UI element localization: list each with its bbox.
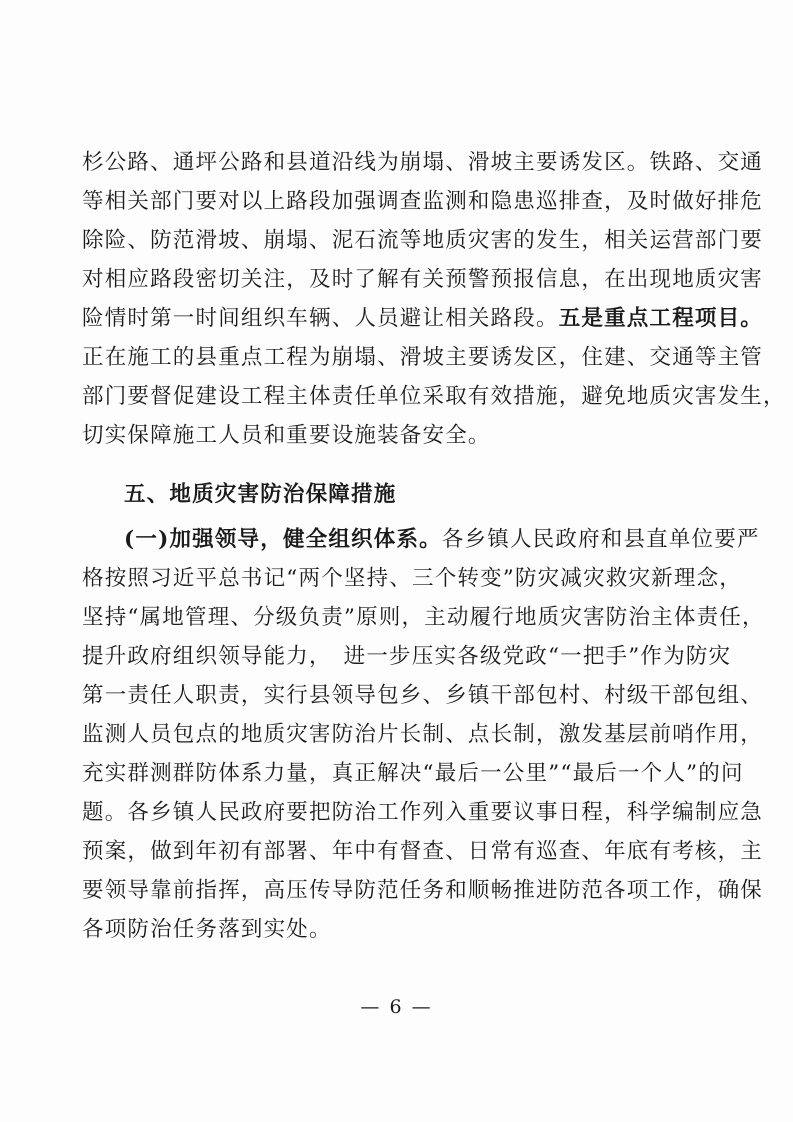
bold-text-run: (一)加强领导，健全组织体系。	[124, 527, 442, 552]
paragraph-line	[82, 147, 764, 179]
text-run: 切实保障施工人员和重要设施装备安全。	[82, 423, 491, 448]
text-run: 坚持“属地管理、分级负责”原则，主动履行地质灾害防治主体责任，	[82, 605, 765, 630]
text-run: 各项防治任务落到实处。	[82, 917, 332, 942]
text-run: 第一责任人职责，实行县领导包乡、乡镇干部包村、村级干部包组、	[82, 683, 764, 708]
paragraph-line	[82, 602, 765, 634]
text-run: 格按照习近平总书记“两个坚持、三个转变”防灾减灾救灾新理念，	[82, 566, 742, 591]
paragraph-line	[82, 641, 732, 673]
paragraph-line	[82, 719, 764, 751]
text-run: 各乡镇人民政府和县直单位要严	[441, 527, 760, 552]
paragraph-line	[82, 186, 764, 218]
text-run: 部门要督促建设工程主体责任单位采取有效措施，避免地质灾害发生，	[82, 384, 786, 409]
text-run: 预案，做到年初有部署、年中有督查、日常有巡查、年底有考核，主	[82, 839, 764, 864]
text-run: 对相应路段密切关注，及时了解有关预警预报信息，在出现地质灾害	[82, 267, 764, 292]
section-heading: 五、地质灾害防治保障措施	[124, 482, 397, 507]
paragraph-line	[82, 563, 742, 595]
text-run: 杉公路、通坪公路和县道沿线为崩塌、滑坡主要诱发区。铁路、交通	[82, 150, 764, 175]
text-run: 要领导靠前指挥，高压传导防范任务和顺畅推进防范各项工作，确保	[82, 878, 764, 903]
paragraph-line	[124, 524, 760, 556]
text-run: 充实群测群防体系力量，真正解决“最后一公里”“最后一个人”的问	[82, 761, 744, 786]
paragraph-line	[82, 342, 764, 374]
text-run: 提升政府组织领导能力， 进一步压实各级党政“一把手”作为防灾	[82, 644, 732, 669]
text-run: 题。各乡镇人民政府要把防治工作列入重要议事日程，科学编制应急	[82, 800, 764, 825]
paragraph-line	[82, 420, 722, 452]
paragraph-line	[82, 914, 722, 946]
paragraph-line	[82, 303, 764, 335]
text-run: 等相关部门要对以上路段加强调查监测和隐患巡排查，及时做好排危	[82, 189, 764, 214]
bold-text-run: 五是重点工程项目。	[558, 306, 764, 331]
paragraph-line	[82, 836, 764, 868]
paragraph-line	[82, 264, 764, 296]
paragraph-line	[82, 875, 764, 907]
paragraph-line	[82, 758, 744, 790]
paragraph-line	[82, 680, 764, 712]
text-run: 险情时第一时间组织车辆、人员避让相关路段。	[82, 306, 559, 331]
paragraph-line	[82, 797, 764, 829]
text-run: 监测人员包点的地质灾害防治片长制、点长制，激发基层前哨作用，	[82, 722, 764, 747]
text-run: 正在施工的县重点工程为崩塌、滑坡主要诱发区，住建、交通等主管	[82, 345, 764, 370]
text-run: 除险、防范滑坡、崩塌、泥石流等地质灾害的发生，相关运营部门要	[82, 228, 764, 253]
paragraph-line	[82, 225, 764, 257]
page-number: — 6 —	[360, 996, 433, 1018]
paragraph-line	[82, 381, 786, 413]
